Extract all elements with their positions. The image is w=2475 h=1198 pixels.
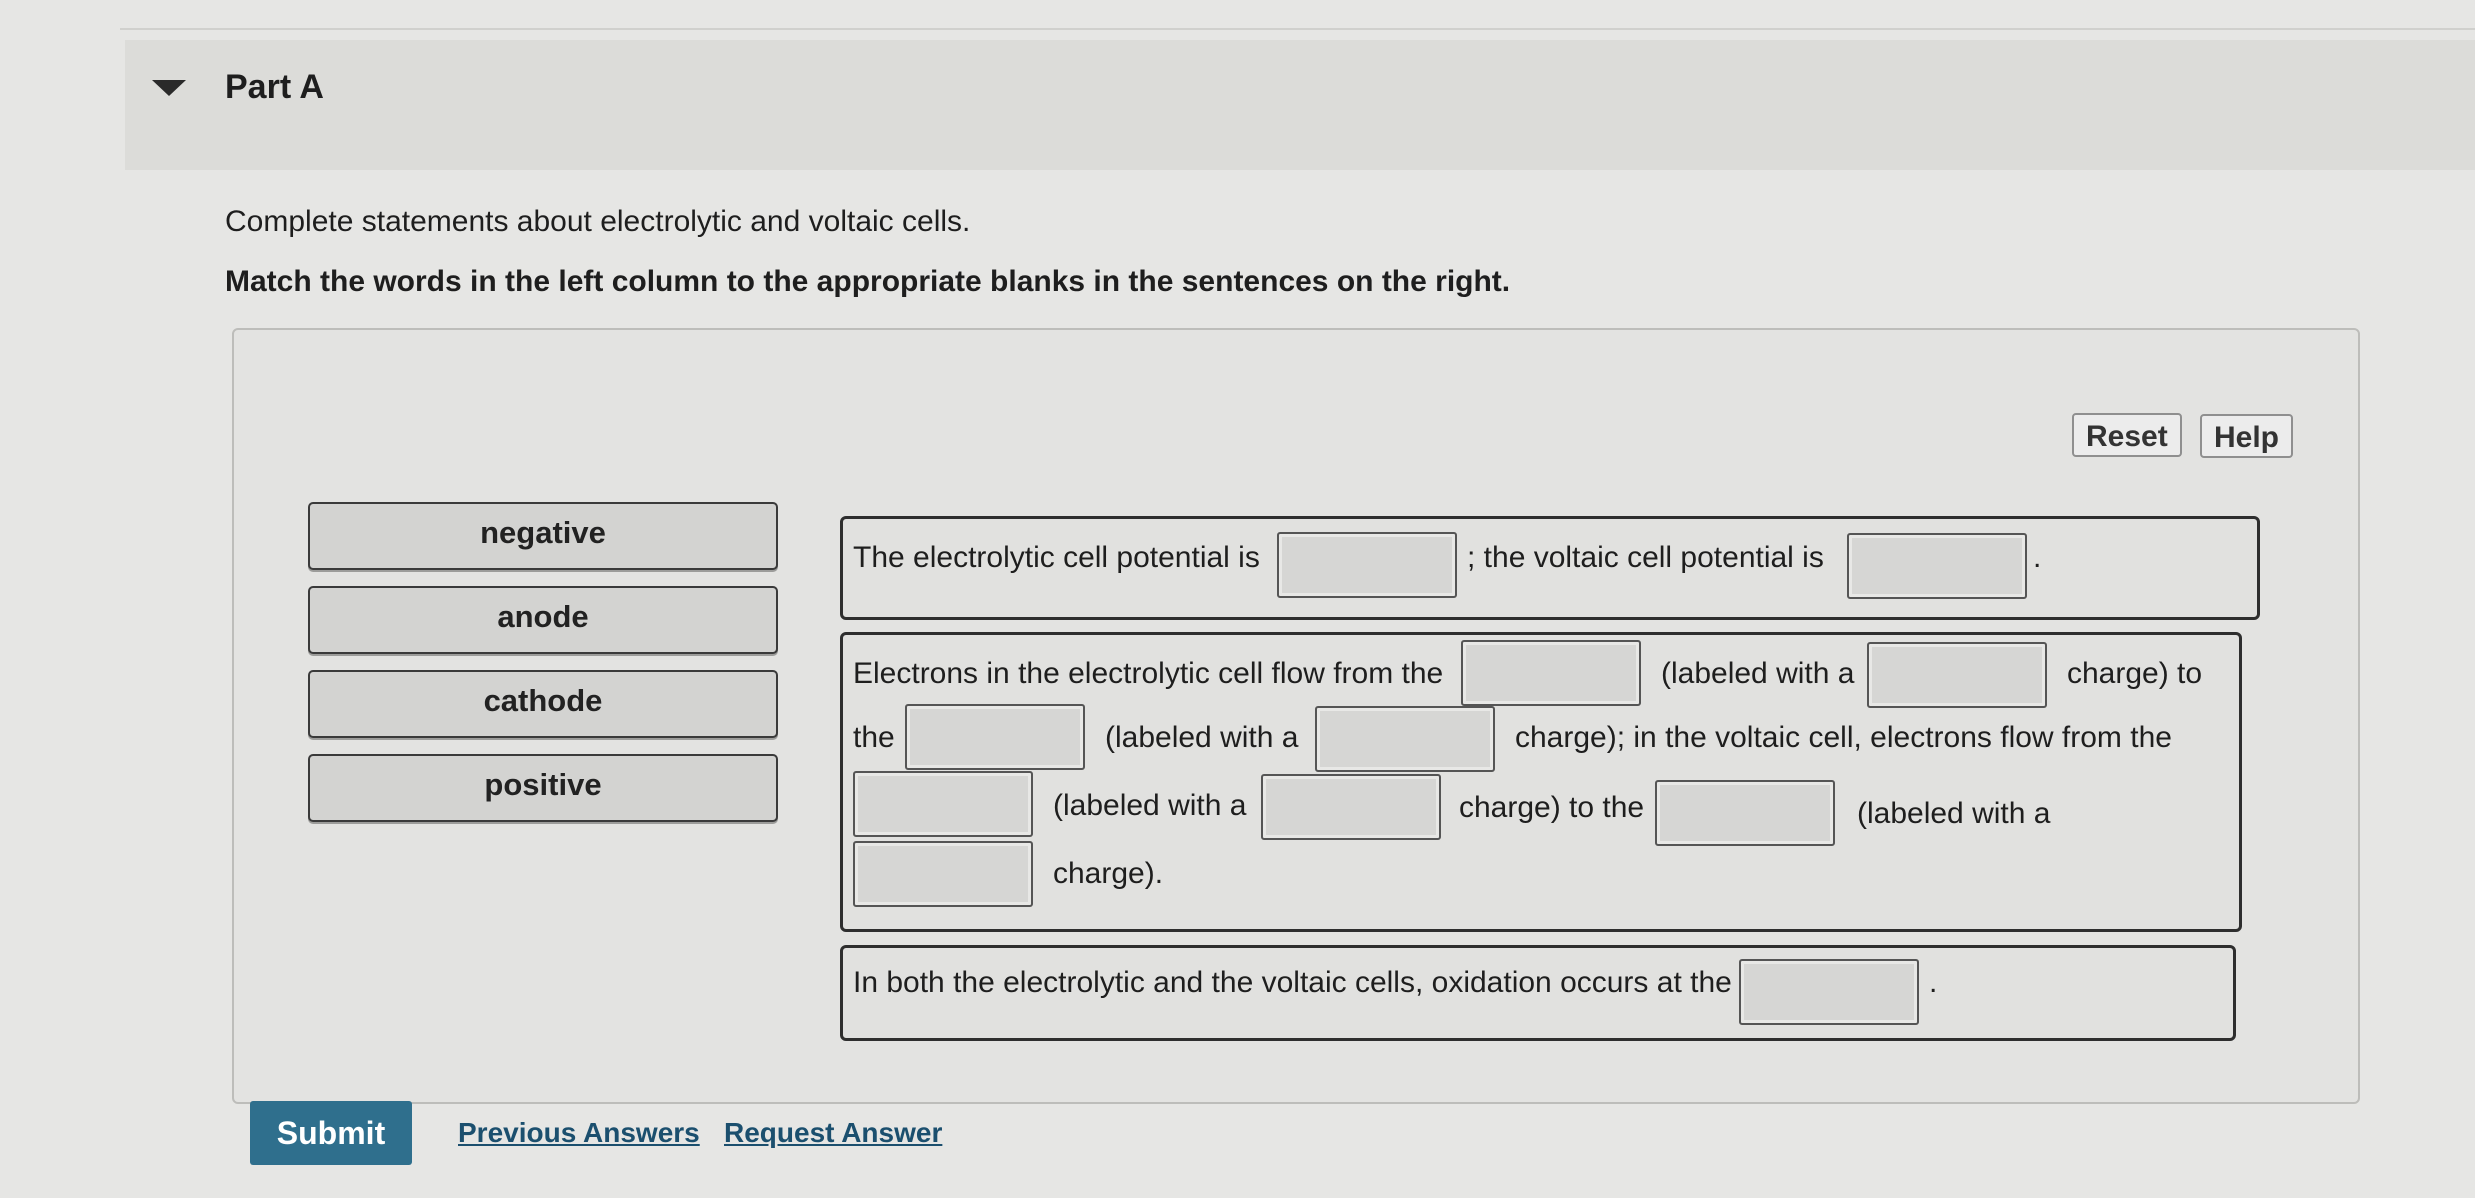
word-cathode[interactable]: cathode: [308, 670, 778, 738]
sentence-2-text-b: (labeled with a: [1661, 657, 1855, 690]
sentence-3-text-a: In both the electrolytic and the voltaic cells, oxidation occurs at the: [853, 966, 1732, 999]
sentence-3: [840, 945, 2236, 1041]
blank-2-6[interactable]: [1261, 774, 1441, 840]
sentence-1-text-c: .: [2033, 541, 2042, 574]
sentence-2-text-d: the: [853, 721, 895, 754]
sentence-1-text-a: The electrolytic cell potential is: [853, 541, 1260, 574]
sentence-3-text-b: .: [1929, 966, 1938, 999]
word-anode[interactable]: anode: [308, 586, 778, 654]
part-title: Part A: [225, 68, 324, 106]
sentence-2-text-g: (labeled with a: [1053, 789, 1247, 822]
sentence-1-text-b: ; the voltaic cell potential is: [1467, 541, 1824, 574]
sentence-2-text-j: charge).: [1053, 857, 1164, 890]
blank-2-1[interactable]: [1461, 640, 1641, 706]
sentence-2-text-h: charge) to the: [1459, 791, 1645, 824]
blank-2-2[interactable]: [1867, 642, 2047, 708]
sentence-2-text-f: charge); in the voltaic cell, electrons flow from the: [1515, 721, 2172, 754]
blank-2-5[interactable]: [853, 771, 1033, 837]
part-header[interactable]: [125, 40, 2475, 170]
instruction-bold: Match the words in the left column to the appropriate blanks in the sentences on the right.: [225, 265, 1511, 298]
sentence-1: [840, 516, 2260, 620]
previous-answers-link[interactable]: Previous Answers: [458, 1117, 700, 1148]
blank-oxidation-site[interactable]: [1739, 959, 1919, 1025]
sentence-2-text-c: charge) to: [2067, 657, 2203, 690]
blank-2-4[interactable]: [1315, 706, 1495, 772]
instruction-text: Complete statements about electrolytic and voltaic cells.: [225, 205, 971, 238]
submit-button[interactable]: Submit: [250, 1101, 412, 1165]
blank-2-7[interactable]: [1655, 780, 1835, 846]
help-button[interactable]: Help: [2200, 414, 2293, 458]
reset-button[interactable]: Reset: [2072, 413, 2182, 457]
blank-2-3[interactable]: [905, 704, 1085, 770]
blank-voltaic-potential[interactable]: [1847, 533, 2027, 599]
sentence-2-text-a: Electrons in the electrolytic cell flow from the: [853, 657, 1444, 690]
sentence-2: [840, 632, 2242, 932]
sentence-2-text-i: (labeled with a: [1857, 797, 2051, 830]
blank-2-8[interactable]: [853, 841, 1033, 907]
blank-electrolytic-potential[interactable]: [1277, 532, 1457, 598]
collapse-caret-icon[interactable]: [152, 80, 186, 96]
word-positive[interactable]: positive: [308, 754, 778, 822]
request-answer-link[interactable]: Request Answer: [724, 1117, 943, 1148]
word-negative[interactable]: negative: [308, 502, 778, 570]
sentence-2-text-e: (labeled with a: [1105, 721, 1299, 754]
top-divider: [120, 28, 2475, 30]
